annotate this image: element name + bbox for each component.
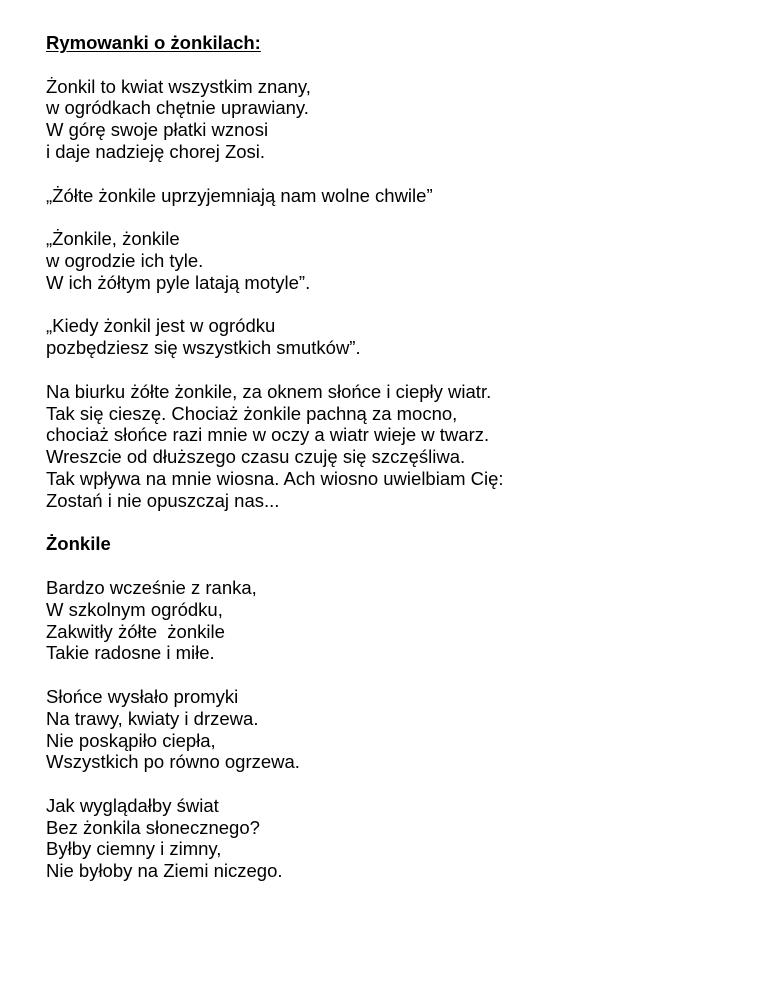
stanza-1 [46,76,746,163]
document-page [46,32,746,882]
text-line: Bez żonkila słonecznego? [46,816,260,838]
text-line: pozbędziesz się wszystkich smutków”. [46,337,361,359]
quote-line: „Żółte żonkile uprzyjemniają nam wolne chwile” [46,184,433,206]
stanza-2 [46,228,746,293]
stanza-4 [46,381,746,512]
poem-stanza-2 [46,686,746,773]
text-line: Jak wyglądałby świat [46,794,219,816]
text-line: Wszystkich po równo ogrzewa. [46,751,300,773]
spacer [46,294,746,316]
text-line: Na biurku żółte żonkile, za oknem słońce i ciepły wiatr. [46,380,492,402]
text-line: w ogrodzie ich tyle. [46,249,204,271]
spacer [46,664,746,686]
text-line: W górę swoje płatki wznosi [46,119,269,141]
text-line: Wreszcie od dłuższego czasu czuję się szczęśliwa. [46,446,466,468]
text-line: chociaż słońce razi mnie w oczy a wiatr wieje w twarz. [46,424,490,446]
text-line: W szkolnym ogródku, [46,598,223,620]
text-line: Bardzo wcześnie z ranka, [46,576,257,598]
text-line: W ich żółtym pyle latają motyle”. [46,271,311,293]
text-line: Na trawy, kwiaty i drzewa. [46,707,259,729]
text-line: Tak wpływa na mnie wiosna. Ach wiosno uwielbiam Cię: [46,467,504,489]
text-line: Tak się cieszę. Chociaż żonkile pachną za mocno, [46,402,458,424]
text-line: „Żonkile, żonkile [46,228,180,250]
text-line: i daje nadzieję chorej Zosi. [46,140,266,162]
document-title: Rymowanki o żonkilach: [46,32,261,53]
text-line: Nie byłoby na Ziemi niczego. [46,860,283,882]
spacer [46,54,746,76]
spacer [46,359,746,381]
spacer [46,512,746,534]
text-line: Takie radosne i miłe. [46,642,215,664]
spacer [46,773,746,795]
poem-title: Żonkile [46,533,111,555]
text-line: w ogródkach chętnie uprawiany. [46,97,309,119]
text-line: Żonkil to kwiat wszystkim znany, [46,75,311,97]
spacer [46,555,746,577]
poem-stanza-3 [46,795,746,882]
spacer [46,163,746,185]
poem-stanza-1 [46,577,746,664]
text-line: Nie poskąpiło ciepła, [46,729,216,751]
text-line: „Kiedy żonkil jest w ogródku [46,315,276,337]
text-line: Zostań i nie opuszczaj nas... [46,489,280,511]
text-line: Zakwitły żółte żonkile [46,620,225,642]
stanza-3 [46,315,746,359]
text-line: Słońce wysłało promyki [46,685,239,707]
spacer [46,206,746,228]
text-line: Byłby ciemny i zimny, [46,838,222,860]
